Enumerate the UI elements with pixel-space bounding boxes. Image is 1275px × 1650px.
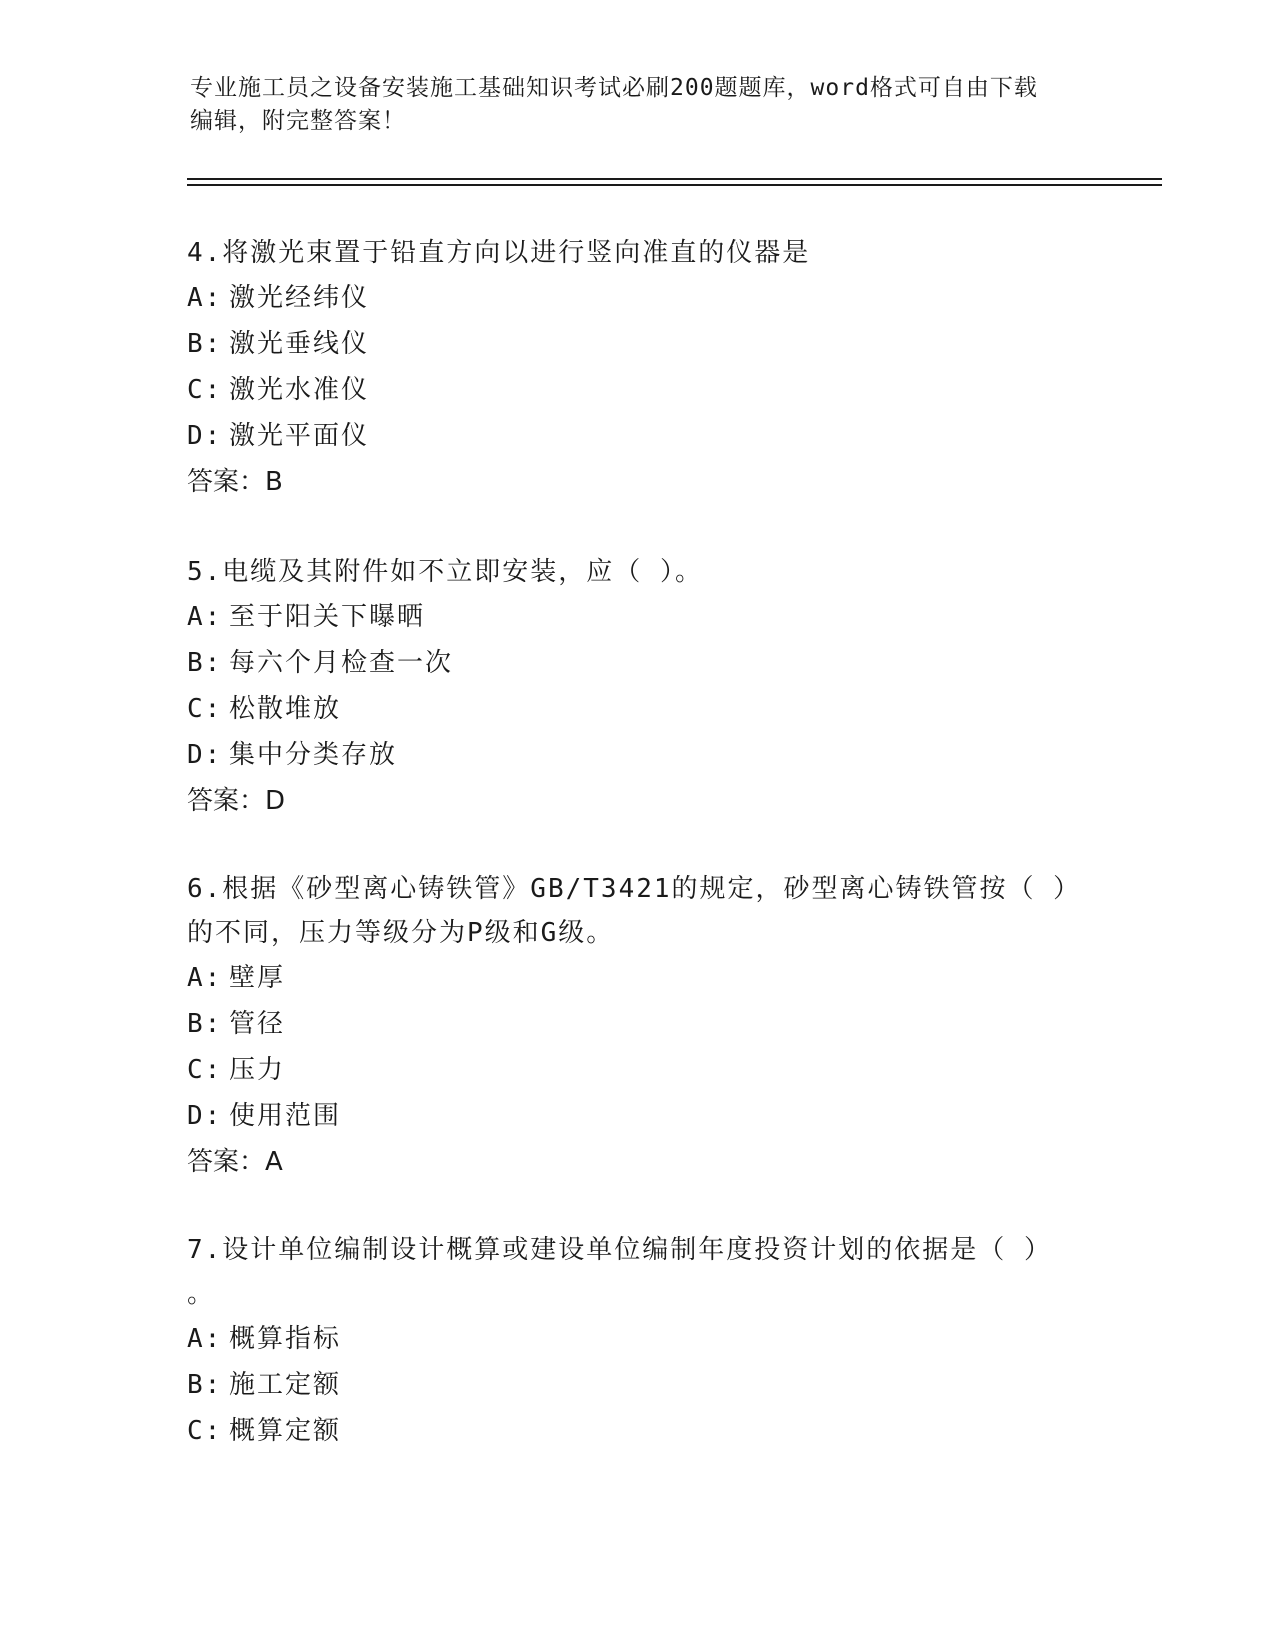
option-d	[187, 413, 1087, 459]
question-5	[187, 550, 1087, 824]
question-stem: 6.根据《砂型离心铸铁管》GB/T3421的规定，砂型离心铸铁管按（ ）	[187, 874, 1082, 904]
option-c	[187, 367, 1087, 413]
option-key: C:	[187, 694, 223, 724]
option-a	[187, 594, 1087, 640]
answer: 答案：B	[187, 467, 283, 497]
option-text: 激光垂线仪	[229, 329, 370, 359]
option-d	[187, 1093, 1087, 1139]
option-key: D:	[187, 740, 223, 770]
header-line-2: 编辑，附完整答案！	[190, 108, 406, 134]
option-key: B:	[187, 329, 223, 359]
option-c	[187, 1047, 1087, 1093]
question-stem-continued: 。	[187, 1279, 216, 1309]
option-b	[187, 321, 1087, 367]
header-rule-top	[187, 178, 1162, 180]
option-a	[187, 1316, 1087, 1362]
option-text: 至于阳关下曝晒	[229, 602, 426, 632]
option-b	[187, 640, 1087, 686]
question-stem: 5.电缆及其附件如不立即安装，应（ ）。	[187, 557, 703, 587]
option-key: B:	[187, 648, 223, 678]
option-text: 集中分类存放	[229, 740, 398, 770]
question-stem: 7.设计单位编制设计概算或建设单位编制年度投资计划的依据是（ ）	[187, 1235, 1052, 1265]
option-a	[187, 955, 1087, 1001]
header-line-1: 专业施工员之设备安装施工基础知识考试必刷200题题库，word格式可自由下载	[190, 75, 1038, 101]
option-text: 壁厚	[229, 963, 286, 993]
option-key: A:	[187, 283, 223, 313]
option-key: C:	[187, 1416, 223, 1446]
option-text: 每六个月检查一次	[229, 648, 454, 678]
option-key: B:	[187, 1009, 223, 1039]
answer: 答案：D	[187, 786, 286, 816]
option-b	[187, 1362, 1087, 1408]
option-text: 概算定额	[229, 1416, 342, 1446]
option-text: 概算指标	[229, 1324, 342, 1354]
option-key: D:	[187, 1101, 223, 1131]
option-key: A:	[187, 602, 223, 632]
option-c	[187, 686, 1087, 732]
option-key: B:	[187, 1370, 223, 1400]
question-stem: 4.将激光束置于铅直方向以进行竖向准直的仪器是	[187, 238, 811, 268]
option-text: 施工定额	[229, 1370, 342, 1400]
option-key: D:	[187, 421, 223, 451]
option-b	[187, 1001, 1087, 1047]
answer: 答案：A	[187, 1147, 283, 1177]
question-6	[187, 867, 1087, 1185]
question-7	[187, 1228, 1087, 1454]
option-key: A:	[187, 963, 223, 993]
option-key: C:	[187, 375, 223, 405]
header-rule-bottom	[187, 184, 1162, 186]
option-key: A:	[187, 1324, 223, 1354]
option-c	[187, 1408, 1087, 1454]
option-text: 松散堆放	[229, 694, 342, 724]
option-text: 使用范围	[229, 1101, 342, 1131]
option-text: 激光水准仪	[229, 375, 370, 405]
option-text: 激光经纬仪	[229, 283, 370, 313]
option-d	[187, 732, 1087, 778]
document-header	[190, 72, 1090, 138]
question-stem-continued: 的不同，压力等级分为P级和G级。	[187, 918, 615, 948]
question-4	[187, 231, 1087, 505]
option-text: 激光平面仪	[229, 421, 370, 451]
option-a	[187, 275, 1087, 321]
option-text: 压力	[229, 1055, 286, 1085]
option-key: C:	[187, 1055, 223, 1085]
option-text: 管径	[229, 1009, 286, 1039]
